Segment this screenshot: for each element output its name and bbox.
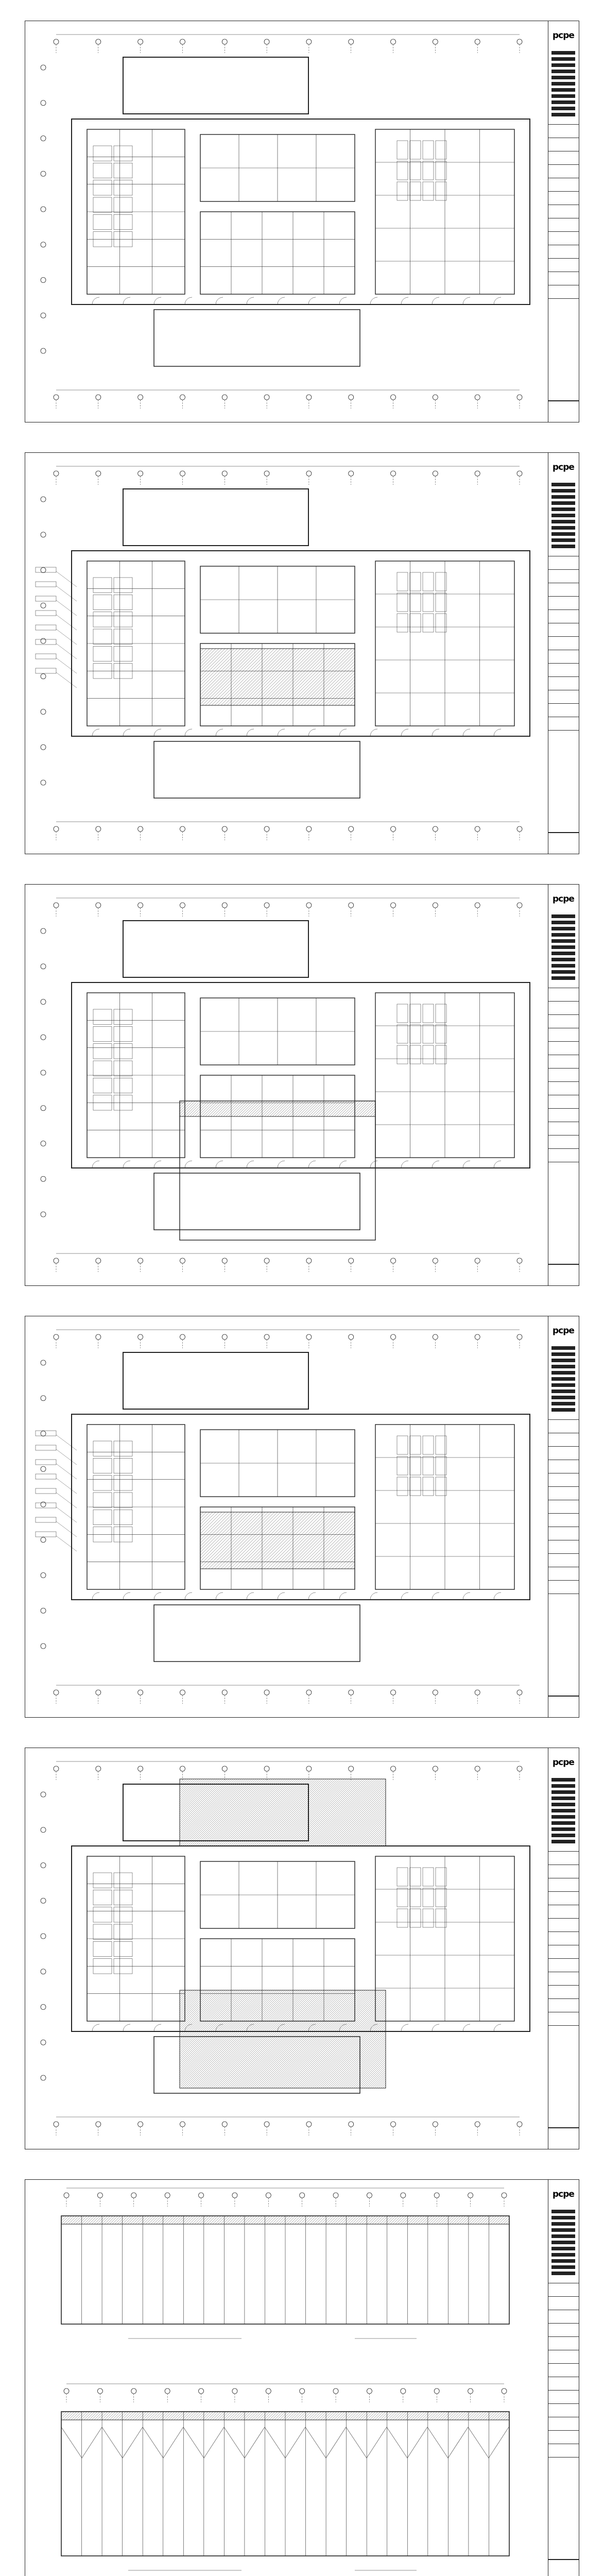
title-block-row <box>548 272 579 285</box>
title-block-row <box>548 231 579 245</box>
title-block-row <box>548 1553 579 1567</box>
title-block-row <box>548 730 579 743</box>
title-block <box>548 2180 579 2576</box>
title-block <box>548 453 579 854</box>
title-block-row <box>548 2457 579 2470</box>
title-block-row <box>548 2377 579 2390</box>
title-block-row <box>548 569 579 583</box>
title-block-row <box>548 2430 579 2444</box>
title-block-row <box>548 1028 579 1041</box>
title-block-row <box>548 205 579 218</box>
title-block-fields <box>548 1851 579 2039</box>
title-block-row <box>548 988 579 1001</box>
title-block-row <box>548 1958 579 1972</box>
title-block-row <box>548 2323 579 2336</box>
title-block-row <box>548 623 579 636</box>
title-block-row <box>548 2417 579 2430</box>
company-logo: pcpe <box>553 1757 574 1768</box>
title-block-row <box>548 1081 579 1095</box>
title-block-row <box>548 1055 579 1068</box>
title-block-row <box>548 583 579 596</box>
company-logo: pcpe <box>553 1326 574 1336</box>
title-block-row <box>548 636 579 650</box>
title-block-row <box>548 178 579 191</box>
title-block-row <box>548 1014 579 1028</box>
title-block-row <box>548 1527 579 1540</box>
title-block <box>548 1316 579 1717</box>
title-block-row <box>548 245 579 258</box>
company-logo: pcpe <box>553 30 574 41</box>
title-block-row <box>548 1998 579 2012</box>
title-block-fields <box>548 556 579 743</box>
title-block-row <box>548 2025 579 2039</box>
sheet-number-box <box>548 1696 579 1717</box>
plan-drawing <box>25 453 549 855</box>
title-block-row <box>548 2310 579 2323</box>
title-block-row <box>548 2296 579 2310</box>
sheet-number-box <box>548 400 579 422</box>
title-block-row <box>548 1122 579 1135</box>
title-block-row <box>548 1148 579 1162</box>
title-block-row <box>548 717 579 730</box>
title-block-row <box>548 1905 579 1918</box>
title-block-row <box>548 1446 579 1460</box>
title-block-fields <box>548 988 579 1175</box>
logo-stripes <box>551 914 575 981</box>
title-block-row <box>548 191 579 205</box>
company-logo: pcpe <box>553 2189 574 2199</box>
drawing-sheet <box>25 1316 579 1718</box>
title-block-row <box>548 298 579 312</box>
title-block-row <box>548 1001 579 1014</box>
title-block-row <box>548 596 579 609</box>
title-block-row <box>548 1540 579 1553</box>
title-block-row <box>548 1580 579 1594</box>
title-block-row <box>548 1068 579 1081</box>
title-block-row <box>548 164 579 178</box>
title-block-fields <box>548 124 579 312</box>
title-block-row <box>548 1513 579 1527</box>
title-block-row <box>548 218 579 231</box>
title-block-row <box>548 2283 579 2296</box>
title-block-row <box>548 138 579 151</box>
title-block-row <box>548 285 579 298</box>
title-block-row <box>548 1594 579 1607</box>
title-block-row <box>548 1486 579 1500</box>
title-block-row <box>548 650 579 663</box>
plan-drawing <box>25 21 549 423</box>
title-block-row <box>548 1972 579 1985</box>
title-block-row <box>548 1041 579 1055</box>
title-block-row <box>548 2403 579 2417</box>
title-block-row <box>548 258 579 272</box>
drawing-sheet <box>25 2179 579 2576</box>
logo-stripes <box>551 1346 575 1413</box>
title-block-row <box>548 1460 579 1473</box>
company-logo: pcpe <box>553 462 574 472</box>
company-logo: pcpe <box>553 894 574 904</box>
title-block-row <box>548 2350 579 2363</box>
title-block <box>548 1748 579 2149</box>
title-block-row <box>548 1473 579 1486</box>
title-block-row <box>548 1985 579 1998</box>
title-block-row <box>548 1095 579 1108</box>
title-block-row <box>548 663 579 676</box>
title-block-row <box>548 1851 579 1865</box>
drawing-sheet <box>25 21 579 422</box>
title-block-row <box>548 703 579 717</box>
title-block-row <box>548 1918 579 1931</box>
title-block-row <box>548 1891 579 1905</box>
title-block-row <box>548 2336 579 2350</box>
sheet-number-box <box>548 832 579 854</box>
title-block-row <box>548 1162 579 1175</box>
title-block-row <box>548 1865 579 1878</box>
title-block-row <box>548 556 579 569</box>
logo-stripes <box>551 2210 575 2277</box>
title-block-row <box>548 676 579 690</box>
title-block-row <box>548 1878 579 1891</box>
plan-drawing <box>25 885 549 1286</box>
title-block-row <box>548 2444 579 2457</box>
title-block-row <box>548 124 579 138</box>
title-block-row <box>548 2012 579 2025</box>
drawing-sheet <box>25 452 579 854</box>
plan-drawing <box>25 1316 549 1718</box>
elevation-drawing <box>25 2180 549 2576</box>
drawing-sheet <box>25 1748 579 2149</box>
plan-drawing <box>25 1748 549 2150</box>
title-block-row <box>548 690 579 703</box>
title-block-row <box>548 1419 579 1433</box>
drawing-sheet <box>25 884 579 1286</box>
title-block-fields <box>548 1419 579 1607</box>
title-block <box>548 885 579 1285</box>
title-block-row <box>548 1108 579 1122</box>
title-block-row <box>548 1433 579 1446</box>
logo-stripes <box>551 483 575 550</box>
sheet-number-box <box>548 1264 579 1285</box>
title-block-row <box>548 1500 579 1513</box>
sheet-number-box <box>548 2559 579 2576</box>
sheet-number-box <box>548 2127 579 2149</box>
title-block-row <box>548 1135 579 1148</box>
title-block-row <box>548 609 579 623</box>
title-block-row <box>548 151 579 164</box>
title-block-row <box>548 1931 579 1945</box>
title-block-row <box>548 1945 579 1958</box>
title-block-row <box>548 1567 579 1580</box>
title-block-row <box>548 2390 579 2403</box>
title-block <box>548 21 579 422</box>
title-block-fields <box>548 2283 579 2470</box>
logo-stripes <box>551 51 575 118</box>
title-block-row <box>548 2363 579 2377</box>
logo-stripes <box>551 1778 575 1845</box>
